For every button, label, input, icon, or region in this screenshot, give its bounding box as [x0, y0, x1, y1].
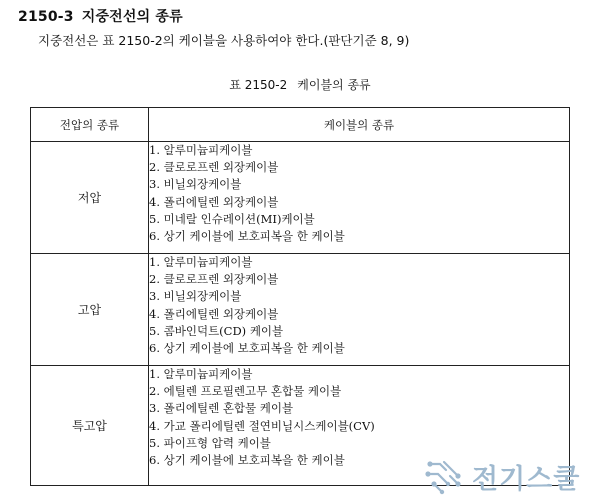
cable-item: 5. 파이프형 압력 케이블: [149, 435, 271, 450]
cable-list-cell: [149, 142, 570, 254]
header-cable: 케이블의 종류: [149, 108, 570, 142]
table-row-high-voltage: [31, 254, 570, 366]
cable-item: 6. 상기 케이블에 보호피복을 한 케이블: [149, 453, 345, 468]
cable-item: 3. 비닐외장케이블: [149, 177, 242, 192]
cable-item: 2. 에틸렌 프로필렌고무 혼합물 케이블: [149, 384, 342, 399]
cable-item: 5. 콤바인덕트(CD) 케이블: [149, 323, 284, 338]
table-row-low-voltage: [31, 142, 570, 254]
cable-item: 4. 폴리에틸렌 외장케이블: [149, 306, 279, 321]
voltage-cell: 특고압: [31, 366, 149, 486]
header-voltage: 전압의 종류: [31, 108, 149, 142]
table-header-row: [31, 108, 570, 142]
watermark: [424, 456, 580, 496]
cable-item: 4. 가교 폴리에틸렌 절연비닐시스케이블(CV): [149, 418, 375, 433]
cable-list-cell: [149, 254, 570, 366]
cable-item: 2. 클로로프렌 외장케이블: [149, 160, 279, 175]
section-number: 2150-3: [18, 9, 74, 25]
cable-item: 3. 폴리에틸렌 혼합물 케이블: [149, 401, 294, 416]
cable-item: 3. 비닐외장케이블: [149, 289, 242, 304]
voltage-cell: 저압: [31, 142, 149, 254]
cable-item: 5. 미네랄 인슈레이션(MI)케이블: [149, 211, 315, 226]
cable-item: 2. 클로로프렌 외장케이블: [149, 272, 279, 287]
section-title: 지중전선의 종류: [81, 9, 183, 25]
table-caption-title: 케이블의 종류: [297, 78, 371, 92]
cable-types-table: [30, 107, 570, 486]
cable-item: 1. 알루미늄피케이블: [149, 255, 253, 269]
intro-text: 지중전선은 표 2150-2의 케이블을 사용하여야 한다.(판단기준 8, 9): [38, 33, 410, 48]
cable-item: 1. 알루미늄피케이블: [149, 143, 253, 157]
cable-item: 6. 상기 케이블에 보호피복을 한 케이블: [149, 229, 345, 244]
watermark-text: 전기스쿨: [472, 463, 581, 495]
cable-item: 4. 폴리에틸렌 외장케이블: [149, 194, 279, 209]
table-caption: [0, 76, 600, 93]
voltage-cell: 고압: [31, 254, 149, 366]
cable-item: 1. 알루미늄피케이블: [149, 367, 253, 381]
cable-item: 6. 상기 케이블에 보호피복을 한 케이블: [149, 341, 345, 356]
section-heading: [18, 6, 183, 26]
table-caption-number: 표 2150-2: [229, 78, 288, 92]
circuit-logo-icon: [424, 456, 464, 496]
